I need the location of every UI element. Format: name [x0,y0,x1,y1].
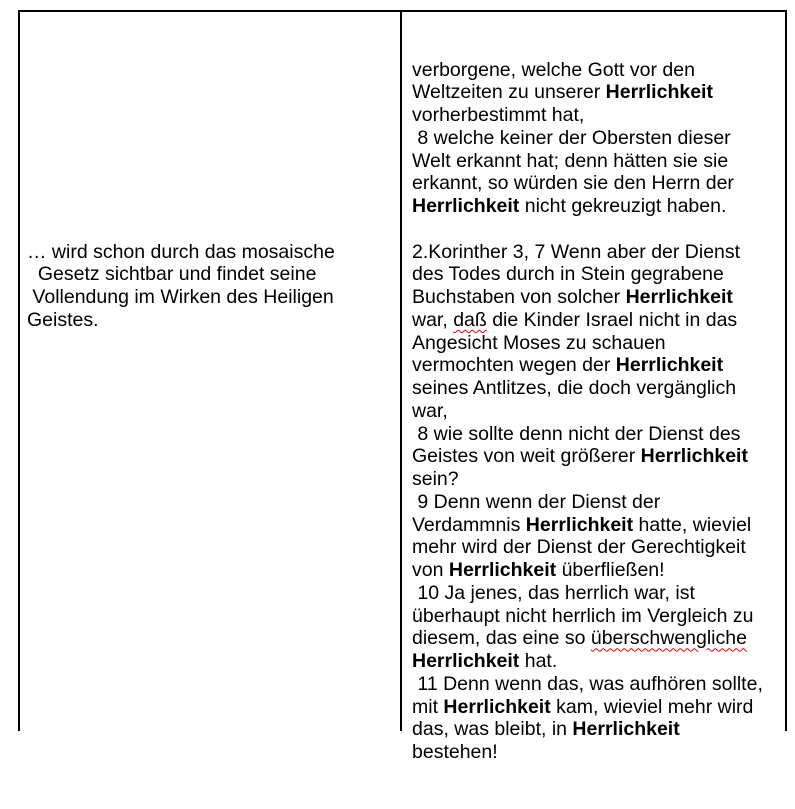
emphasized-term: Herrlichkeit [605,81,713,104]
emphasized-term: Herrlichkeit [615,354,724,377]
table-cell-scripture [402,12,785,763]
misspelled-word: überschwengliche [590,627,747,650]
emphasized-term: Herrlichkeit [412,195,520,217]
scripture-text: verborgene, welche Gott vor den Weltzeiten zu unserer Herrlichkeit vorherbestimmt hat, 8 welche keiner der Obersten dieser Welt erkannt hat; denn hätten sie sie erkannt, so würden sie den Herrn der Herrlichkeit nicht gekreuzigt haben. 2.Korinther 3, 7 Wenn aber der Dienst des Todes durch in Stein gegrabene Buchstaben von solcher Herrlichkeit war, daß die Kinder Israel nicht in das Angesicht Moses zu schauen vermochten wegen der Herrlichkeit seines Antlitzes, die doch vergänglich war, 8 wie sollte denn nicht der Dienst des Geistes von weit größerer Herrlichkeit sein? 9 Denn wenn der Dienst der Verdammnis Herrlichkeit hatte, wieviel mehr wird der Dienst der Gerechtigkeit von Herrlichkeit überfließen! 10 Ja jenes, das herrlich war, ist überhaupt nicht herrlich im Vergleich zu diesem, das eine so überschwengliche Herrlichkeit hat. 11 Denn wenn das, was aufhören sollte, mit Herrlichkeit kam, wieviel mehr wird das, was bleibt, in Herrlichkeit bestehen! [412,58,763,763]
misspelled-word: daß [453,308,487,331]
document-table [18,10,787,763]
emphasized-term: Herrlichkeit [625,286,733,308]
table-cell-commentary [20,12,400,731]
emphasized-term: Herrlichkeit [572,718,680,741]
emphasized-term: Herrlichkeit [443,695,551,718]
emphasized-term: Herrlichkeit [640,445,748,468]
emphasized-term: Herrlichkeit [412,650,520,672]
commentary-text: … wird schon durch das mosaische Gesetz sichtbar und findet seine Vollendung im Wirken des Heiligen Geistes. [27,240,335,331]
emphasized-term: Herrlichkeit [448,559,557,581]
emphasized-term: Herrlichkeit [525,513,634,536]
